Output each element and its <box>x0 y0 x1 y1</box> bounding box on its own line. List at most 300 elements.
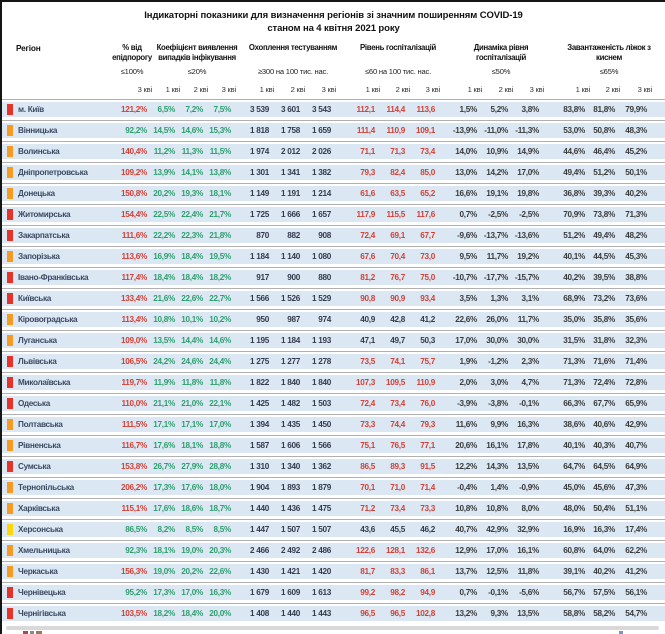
hospitalization-rate-value: 98,2 <box>390 588 405 597</box>
testing-coverage-value: 1 149 <box>250 189 269 198</box>
oxygen-bed-occupancy-value: 41,2% <box>625 567 647 576</box>
detection-coef-value: 26,7% <box>153 462 175 471</box>
hospitalization-rate-value: 73,5 <box>360 357 375 366</box>
region-name: Запорізька <box>18 252 60 261</box>
oxygen-bed-occupancy-value: 40,6% <box>593 420 615 429</box>
detection-coef-value: 14,6% <box>181 126 203 135</box>
hospitalization-rate-value: 75,1 <box>360 441 375 450</box>
region-name: Хмельницька <box>18 546 70 555</box>
subcol-testing-2: 2 кві <box>290 85 305 94</box>
hospitalization-dynamics-value: 19,8% <box>517 189 539 198</box>
col-group-beds: Завантаженість ліжок з киснем <box>567 43 651 62</box>
hospitalization-dynamics-value: 10,8% <box>455 504 477 513</box>
oxygen-bed-occupancy-value: 35,8% <box>593 315 615 324</box>
hospitalization-dynamics-value: -0,9% <box>519 483 539 492</box>
oxygen-bed-occupancy-value: 32,3% <box>625 336 647 345</box>
col-threshold-epid: ≤100% <box>120 67 144 76</box>
risk-level-marker-icon <box>7 398 13 409</box>
row-marker-cell <box>2 587 18 598</box>
detection-coef-value: 24,6% <box>181 357 203 366</box>
risk-level-marker-icon <box>7 566 13 577</box>
region-name: м. Київ <box>18 105 44 114</box>
hospitalization-dynamics-value: 1,9% <box>459 357 477 366</box>
hospitalization-rate-value: 107,3 <box>356 378 375 387</box>
col-group-dyn: Динаміка рівня госпіталізацій <box>473 43 529 62</box>
hospitalization-rate-value: 73,3 <box>360 420 375 429</box>
oxygen-bed-occupancy-value: 50,1% <box>625 168 647 177</box>
epid-threshold-value: 156,3% <box>121 567 147 576</box>
testing-coverage-value: 1 447 <box>250 525 269 534</box>
column-group-header-row <box>7 43 665 67</box>
testing-coverage-value: 1 507 <box>312 525 331 534</box>
region-name: Одеська <box>18 399 50 408</box>
hospitalization-rate-value: 122,6 <box>356 546 375 555</box>
col-group-detect: Коефіцієнт виявлення випадків інфікування <box>156 43 238 62</box>
hospitalization-rate-value: 73,4 <box>420 147 435 156</box>
oxygen-bed-occupancy-value: 45,6% <box>593 483 615 492</box>
table-row-band <box>2 102 665 117</box>
hospitalization-dynamics-value: 17,8% <box>517 441 539 450</box>
oxygen-bed-occupancy-value: 39,1% <box>563 567 585 576</box>
table-row-band <box>2 165 665 180</box>
oxygen-bed-occupancy-value: 54,7% <box>625 609 647 618</box>
epid-threshold-value: 140,4% <box>121 147 147 156</box>
table-row-band <box>2 144 665 159</box>
subcol-detect-1: 1 кві <box>165 85 180 94</box>
testing-coverage-value: 1 482 <box>281 399 300 408</box>
oxygen-bed-occupancy-value: 73,8% <box>593 210 615 219</box>
column-threshold-row <box>7 67 665 80</box>
epid-threshold-value: 111,5% <box>121 420 147 429</box>
hospitalization-dynamics-value: 10,8% <box>486 504 508 513</box>
hospitalization-dynamics-value: 14,3% <box>486 462 508 471</box>
oxygen-bed-occupancy-value: 38,6% <box>563 420 585 429</box>
testing-coverage-value: 1 450 <box>312 420 331 429</box>
hospitalization-rate-value: 73,4 <box>390 399 405 408</box>
subcol-beds-3: 3 кві <box>637 85 652 94</box>
col-threshold-hosp: ≤60 на 100 тис. нас. <box>364 67 432 76</box>
hospitalization-dynamics-value: 17,0% <box>517 168 539 177</box>
hospitalization-dynamics-value: 11,6% <box>455 420 477 429</box>
testing-coverage-value: 1 184 <box>250 252 269 261</box>
hospitalization-dynamics-value: 4,7% <box>521 378 539 387</box>
hospitalization-rate-value: 70,1 <box>360 483 375 492</box>
testing-coverage-value: 2 486 <box>312 546 331 555</box>
hospitalization-dynamics-value: 40,7% <box>455 525 477 534</box>
detection-coef-value: 18,6% <box>181 504 203 513</box>
oxygen-bed-occupancy-value: 73,6% <box>625 294 647 303</box>
epid-threshold-value: 150,8% <box>121 189 147 198</box>
hospitalization-rate-value: 63,5 <box>390 189 405 198</box>
risk-level-marker-icon <box>7 545 13 556</box>
detection-coef-value: 17,6% <box>153 504 175 513</box>
region-name: Сумська <box>18 462 51 471</box>
oxygen-bed-occupancy-value: 31,5% <box>563 336 585 345</box>
detection-coef-value: 16,9% <box>153 252 175 261</box>
hospitalization-rate-value: 90,9 <box>390 294 405 303</box>
testing-coverage-value: 1 893 <box>281 483 300 492</box>
table-row <box>2 204 665 225</box>
row-marker-cell <box>2 146 18 157</box>
detection-coef-value: 11,3% <box>181 147 203 156</box>
hospitalization-rate-value: 73,0 <box>420 252 435 261</box>
oxygen-bed-occupancy-value: 72,8% <box>625 378 647 387</box>
hospitalization-rate-value: 73,3 <box>420 504 435 513</box>
hospitalization-rate-value: 96,5 <box>390 609 405 618</box>
row-marker-cell <box>2 209 18 220</box>
oxygen-bed-occupancy-value: 62,2% <box>625 546 647 555</box>
hospitalization-rate-value: 46,2 <box>420 525 435 534</box>
detection-coef-value: 8,5% <box>185 525 203 534</box>
hospitalization-dynamics-value: 22,6% <box>455 315 477 324</box>
hospitalization-dynamics-value: 42,9% <box>486 525 508 534</box>
table-row <box>2 561 665 582</box>
detection-coef-value: 17,0% <box>181 588 203 597</box>
hospitalization-rate-value: 83,3 <box>390 567 405 576</box>
row-marker-cell <box>2 503 18 514</box>
table-row <box>2 120 665 141</box>
hospitalization-rate-value: 67,6 <box>360 252 375 261</box>
detection-coef-value: 18,1% <box>209 189 231 198</box>
table-row-band <box>2 480 665 495</box>
testing-coverage-value: 870 <box>256 231 269 240</box>
row-marker-cell <box>2 356 18 367</box>
row-marker-cell <box>2 419 18 430</box>
testing-coverage-value: 974 <box>318 315 331 324</box>
row-marker-cell <box>2 230 18 241</box>
testing-coverage-value: 1 443 <box>312 609 331 618</box>
hospitalization-rate-value: 43,6 <box>360 525 375 534</box>
epid-threshold-value: 103,5% <box>121 609 147 618</box>
risk-level-marker-icon <box>7 440 13 451</box>
table-row-band <box>2 312 665 327</box>
hospitalization-rate-value: 69,1 <box>390 231 405 240</box>
testing-coverage-value: 1 974 <box>250 147 269 156</box>
table-row-band <box>2 501 665 516</box>
hospitalization-dynamics-value: 3,5% <box>459 294 477 303</box>
testing-coverage-value: 1 341 <box>281 168 300 177</box>
table-row-band <box>2 291 665 306</box>
region-name: Харківська <box>18 504 60 513</box>
epid-threshold-value: 106,5% <box>121 357 147 366</box>
oxygen-bed-occupancy-value: 51,2% <box>593 168 615 177</box>
region-name: Вінницька <box>18 126 58 135</box>
oxygen-bed-occupancy-value: 39,5% <box>593 273 615 282</box>
region-name: Черкаська <box>18 567 58 576</box>
subcol-hosp-2: 2 кві <box>395 85 410 94</box>
col-threshold-beds: ≤65% <box>599 67 619 76</box>
detection-coef-value: 20,2% <box>181 567 203 576</box>
oxygen-bed-occupancy-value: 45,3% <box>625 252 647 261</box>
hospitalization-rate-value: 70,4 <box>390 252 405 261</box>
detection-coef-value: 18,7% <box>209 504 231 513</box>
oxygen-bed-occupancy-value: 16,9% <box>563 525 585 534</box>
oxygen-bed-occupancy-value: 73,2% <box>593 294 615 303</box>
table-row <box>2 225 665 246</box>
hospitalization-rate-value: 113,6 <box>416 105 435 114</box>
oxygen-bed-occupancy-value: 56,7% <box>563 588 585 597</box>
row-marker-cell <box>2 524 18 535</box>
hospitalization-dynamics-value: 14,0% <box>455 147 477 156</box>
detection-coef-value: 7,2% <box>185 105 203 114</box>
oxygen-bed-occupancy-value: 40,7% <box>625 441 647 450</box>
hospitalization-rate-value: 77,1 <box>420 441 435 450</box>
hospitalization-rate-value: 109,5 <box>386 378 405 387</box>
detection-coef-value: 13,5% <box>153 336 175 345</box>
hospitalization-dynamics-value: 2,3% <box>521 357 539 366</box>
region-name: Полтавська <box>18 420 63 429</box>
table-row <box>2 309 665 330</box>
hospitalization-dynamics-value: 11,7% <box>486 252 508 261</box>
oxygen-bed-occupancy-value: 38,8% <box>625 273 647 282</box>
detection-coef-value: 19,3% <box>181 189 203 198</box>
hospitalization-dynamics-value: -5,6% <box>519 588 539 597</box>
oxygen-bed-occupancy-value: 57,5% <box>593 588 615 597</box>
hospitalization-rate-value: 132,6 <box>416 546 435 555</box>
row-marker-cell <box>2 104 18 115</box>
testing-coverage-value: 1 679 <box>250 588 269 597</box>
detection-coef-value: 18,4% <box>181 609 203 618</box>
testing-coverage-value: 1 666 <box>281 210 300 219</box>
epid-threshold-value: 121,2% <box>121 105 147 114</box>
hospitalization-rate-value: 81,7 <box>360 567 375 576</box>
testing-coverage-value: 882 <box>287 231 300 240</box>
region-name: Луганська <box>18 336 57 345</box>
region-name: Чернігівська <box>18 609 66 618</box>
hospitalization-rate-value: 71,2 <box>360 504 375 513</box>
subcol-dyn-2: 2 кві <box>498 85 513 94</box>
subcol-hosp-3: 3 кві <box>425 85 440 94</box>
testing-coverage-value: 1 526 <box>281 294 300 303</box>
epid-threshold-value: 206,2% <box>121 483 147 492</box>
detection-coef-value: 18,4% <box>181 273 203 282</box>
oxygen-bed-occupancy-value: 48,2% <box>625 231 647 240</box>
detection-coef-value: 18,4% <box>153 273 175 282</box>
hospitalization-dynamics-value: -0,1% <box>519 399 539 408</box>
row-marker-cell <box>2 377 18 388</box>
detection-coef-value: 13,8% <box>209 168 231 177</box>
hospitalization-dynamics-value: 9,9% <box>490 420 508 429</box>
detection-coef-value: 8,5% <box>213 525 231 534</box>
detection-coef-value: 20,2% <box>153 189 175 198</box>
oxygen-bed-occupancy-value: 64,9% <box>625 462 647 471</box>
row-marker-cell <box>2 167 18 178</box>
table-row <box>2 330 665 351</box>
oxygen-bed-occupancy-value: 40,1% <box>563 441 585 450</box>
testing-coverage-value: 1 191 <box>281 189 300 198</box>
col-threshold-dyn: ≤50% <box>491 67 511 76</box>
oxygen-bed-occupancy-value: 68,9% <box>563 294 585 303</box>
epid-threshold-value: 111,6% <box>121 231 147 240</box>
hospitalization-dynamics-value: 32,9% <box>517 525 539 534</box>
row-marker-cell <box>2 125 18 136</box>
hospitalization-dynamics-value: -0,1% <box>488 588 508 597</box>
oxygen-bed-occupancy-value: 48,0% <box>563 504 585 513</box>
detection-coef-value: 11,8% <box>209 378 231 387</box>
col-group-hosp: Рівень госпіталізацій <box>360 43 436 52</box>
hospitalization-rate-value: 81,2 <box>360 273 375 282</box>
hospitalization-rate-value: 76,7 <box>390 273 405 282</box>
hospitalization-rate-value: 45,5 <box>390 525 405 534</box>
detection-coef-value: 22,6% <box>181 294 203 303</box>
risk-level-marker-icon <box>7 167 13 178</box>
hospitalization-rate-value: 110,9 <box>386 126 405 135</box>
detection-coef-value: 20,0% <box>209 609 231 618</box>
testing-coverage-value: 2 466 <box>250 546 269 555</box>
hospitalization-rate-value: 110,9 <box>416 378 435 387</box>
table-row-band <box>2 354 665 369</box>
row-marker-cell <box>2 251 18 262</box>
testing-coverage-value: 900 <box>287 273 300 282</box>
hospitalization-dynamics-value: 11,8% <box>517 567 539 576</box>
testing-coverage-value: 1 140 <box>281 252 300 261</box>
risk-level-marker-icon <box>7 188 13 199</box>
oxygen-bed-occupancy-value: 46,4% <box>593 147 615 156</box>
hospitalization-rate-value: 89,3 <box>390 462 405 471</box>
epid-threshold-value: 92,2% <box>125 126 147 135</box>
hospitalization-rate-value: 42,8 <box>390 315 405 324</box>
hospitalization-rate-value: 128,1 <box>386 546 405 555</box>
detection-coef-value: 19,0% <box>153 567 175 576</box>
epid-threshold-value: 109,0% <box>121 336 147 345</box>
hospitalization-rate-value: 74,1 <box>390 357 405 366</box>
testing-coverage-value: 3 543 <box>312 105 331 114</box>
detection-coef-value: 13,9% <box>153 168 175 177</box>
subcol-epid-1: 3 кві <box>137 85 152 94</box>
testing-coverage-value: 1 613 <box>312 588 331 597</box>
epid-threshold-value: 133,4% <box>121 294 147 303</box>
column-header-region: Регіон <box>16 43 41 53</box>
oxygen-bed-occupancy-value: 58,8% <box>563 609 585 618</box>
subcol-hosp-1: 1 кві <box>365 85 380 94</box>
testing-coverage-value: 987 <box>287 315 300 324</box>
hospitalization-dynamics-value: 3,1% <box>521 294 539 303</box>
table-row-band <box>2 270 665 285</box>
testing-coverage-value: 1 080 <box>312 252 331 261</box>
column-subheader-row <box>7 85 665 98</box>
table-row-band <box>2 396 665 411</box>
oxygen-bed-occupancy-value: 60,8% <box>563 546 585 555</box>
testing-coverage-value: 950 <box>256 315 269 324</box>
epid-threshold-value: 154,4% <box>121 210 147 219</box>
detection-coef-value: 17,6% <box>181 483 203 492</box>
detection-coef-value: 6,5% <box>157 105 175 114</box>
table-row-band <box>2 543 665 558</box>
testing-coverage-value: 1 435 <box>281 420 300 429</box>
hospitalization-dynamics-value: 30,0% <box>486 336 508 345</box>
hospitalization-dynamics-value: 9,3% <box>490 609 508 618</box>
detection-coef-value: 7,5% <box>213 105 231 114</box>
table-row <box>2 162 665 183</box>
oxygen-bed-occupancy-value: 40,2% <box>563 273 585 282</box>
epid-threshold-value: 117,4% <box>121 273 147 282</box>
hospitalization-rate-value: 50,3 <box>420 336 435 345</box>
table-row <box>2 99 665 120</box>
oxygen-bed-occupancy-value: 51,1% <box>625 504 647 513</box>
risk-level-marker-icon <box>7 587 13 598</box>
detection-coef-value: 16,3% <box>209 588 231 597</box>
detection-coef-value: 18,1% <box>181 441 203 450</box>
detection-coef-value: 22,2% <box>153 231 175 240</box>
hospitalization-dynamics-value: 12,9% <box>455 546 477 555</box>
risk-level-marker-icon <box>7 419 13 430</box>
oxygen-bed-occupancy-value: 40,2% <box>593 567 615 576</box>
epid-threshold-value: 109,2% <box>121 168 147 177</box>
epid-threshold-value: 92,3% <box>125 546 147 555</box>
detection-coef-value: 14,4% <box>181 336 203 345</box>
hospitalization-dynamics-value: 12,5% <box>486 567 508 576</box>
hospitalization-dynamics-value: -0,4% <box>457 483 477 492</box>
testing-coverage-value: 1 818 <box>250 126 269 135</box>
detection-coef-value: 22,7% <box>209 294 231 303</box>
detection-coef-value: 18,2% <box>153 609 175 618</box>
oxygen-bed-occupancy-value: 40,2% <box>625 189 647 198</box>
hospitalization-dynamics-value: 16,1% <box>486 441 508 450</box>
testing-coverage-value: 1 277 <box>281 357 300 366</box>
testing-coverage-value: 3 601 <box>281 105 300 114</box>
hospitalization-rate-value: 75,0 <box>420 273 435 282</box>
row-marker-cell <box>2 398 18 409</box>
testing-coverage-value: 1 193 <box>312 336 331 345</box>
detection-coef-value: 11,9% <box>153 378 175 387</box>
testing-coverage-value: 1 310 <box>250 462 269 471</box>
table-row <box>2 435 665 456</box>
oxygen-bed-occupancy-value: 36,8% <box>563 189 585 198</box>
detection-coef-value: 10,1% <box>181 315 203 324</box>
hospitalization-dynamics-value: 10,9% <box>486 147 508 156</box>
hospitalization-rate-value: 49,7 <box>390 336 405 345</box>
hospitalization-rate-value: 115,5 <box>386 210 405 219</box>
hospitalization-rate-value: 61,6 <box>360 189 375 198</box>
detection-coef-value: 17,3% <box>153 483 175 492</box>
oxygen-bed-occupancy-value: 83,8% <box>563 105 585 114</box>
col-threshold-testing: ≥300 на 100 тис. нас. <box>257 67 329 76</box>
detection-coef-value: 17,1% <box>181 420 203 429</box>
hospitalization-dynamics-value: 11,7% <box>517 315 539 324</box>
table-row <box>2 393 665 414</box>
table-row <box>2 141 665 162</box>
table-row <box>2 372 665 393</box>
table-row <box>2 477 665 498</box>
region-name: Чернівецька <box>18 588 66 597</box>
hospitalization-dynamics-value: 16,1% <box>517 546 539 555</box>
oxygen-bed-occupancy-value: 79,9% <box>625 105 647 114</box>
hospitalization-rate-value: 74,4 <box>390 420 405 429</box>
region-name: Закарпатська <box>18 231 70 240</box>
oxygen-bed-occupancy-value: 71,4% <box>625 357 647 366</box>
oxygen-bed-occupancy-value: 56,1% <box>625 588 647 597</box>
detection-coef-value: 18,4% <box>181 252 203 261</box>
hospitalization-dynamics-value: 17,0% <box>455 336 477 345</box>
testing-coverage-value: 1 275 <box>250 357 269 366</box>
hospitalization-rate-value: 86,1 <box>420 567 435 576</box>
oxygen-bed-occupancy-value: 53,0% <box>563 126 585 135</box>
testing-coverage-value: 1 475 <box>312 504 331 513</box>
table-row <box>2 414 665 435</box>
hospitalization-rate-value: 65,2 <box>420 189 435 198</box>
row-marker-cell <box>2 482 18 493</box>
region-name: Миколаївська <box>18 378 71 387</box>
detection-coef-value: 19,0% <box>181 546 203 555</box>
hospitalization-dynamics-value: -11,0% <box>484 126 508 135</box>
testing-coverage-value: 917 <box>256 273 269 282</box>
testing-coverage-value: 2 012 <box>281 147 300 156</box>
row-marker-cell <box>2 314 18 325</box>
oxygen-bed-occupancy-value: 50,8% <box>593 126 615 135</box>
table-row <box>2 351 665 372</box>
hospitalization-rate-value: 109,1 <box>416 126 435 135</box>
region-name: Тернопільська <box>18 483 74 492</box>
